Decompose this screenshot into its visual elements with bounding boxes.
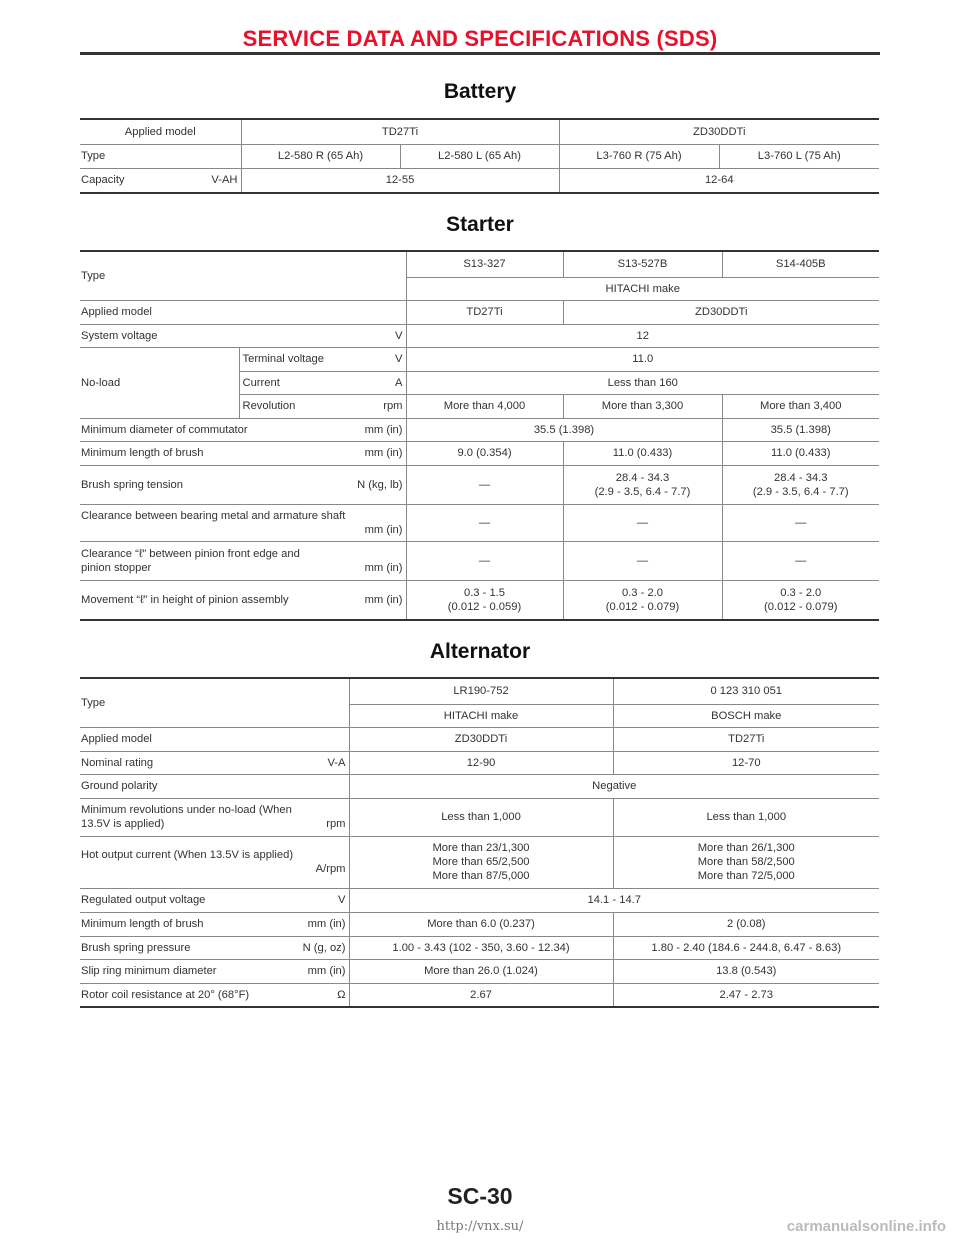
alternator-rotor-1: 2.67 — [349, 983, 613, 1007]
alternator-nominal-unit: V-A — [327, 756, 346, 769]
starter-section-title: Starter — [446, 213, 514, 236]
table-row — [80, 418, 879, 441]
alternator-slip-1: More than 26.0 (1.024) — [349, 959, 613, 983]
table-row — [80, 324, 879, 347]
starter-system-voltage-label: System voltage — [81, 329, 158, 342]
battery-capacity-label: Capacity — [81, 174, 125, 187]
starter-type-1: S13-327 — [406, 251, 563, 277]
table-row — [80, 912, 879, 936]
table-row — [80, 959, 879, 983]
alternator-hot-a1: More than 23/1,300 — [432, 842, 530, 854]
starter-movement-label: Movement “ℓ” in height of pinion assembly — [81, 593, 289, 606]
alternator-slip-2: 13.8 (0.543) — [613, 959, 879, 983]
starter-current-unit: A — [395, 376, 403, 389]
starter-current-label: Current — [242, 376, 280, 389]
table-row — [80, 504, 879, 541]
alternator-type-2: 0 123 310 051 — [613, 678, 879, 704]
starter-spring-2a: 28.4 - 34.3 — [615, 471, 670, 484]
starter-movement-3b: (0.012 - 0.079) — [764, 600, 838, 613]
table-row — [80, 727, 879, 751]
alternator-nominal-1: 12-90 — [349, 751, 613, 774]
starter-commutator-unit: mm (in) — [364, 423, 403, 436]
alternator-type-1: LR190-752 — [349, 678, 613, 704]
starter-make: HITACHI make — [406, 277, 879, 300]
starter-bearing-2: — — [563, 504, 722, 541]
table-row — [80, 465, 879, 504]
alternator-ground: Negative — [349, 774, 879, 798]
alternator-hot-label: Hot output current (When 13.5V is applied) — [81, 849, 294, 861]
starter-model-td27ti: TD27Ti — [406, 300, 563, 324]
battery-capacity-1: 12-55 — [241, 168, 559, 193]
alternator-section-title: Alternator — [429, 640, 531, 663]
alternator-regulated-label: Regulated output voltage — [81, 894, 206, 906]
starter-system-voltage: 12 — [406, 324, 879, 347]
table-row — [80, 580, 879, 620]
alternator-nominal-2: 12-70 — [613, 751, 879, 774]
starter-brush-length-3: 11.0 (0.433) — [722, 441, 879, 465]
table-row — [80, 798, 879, 836]
alternator-pressure-label: Brush spring pressure — [81, 941, 191, 954]
starter-movement-2a: 0.3 - 2.0 — [621, 586, 664, 599]
starter-commutator-label: Minimum diameter of commutator — [81, 423, 248, 436]
starter-brush-length-1: 9.0 (0.354) — [406, 441, 563, 465]
battery-type-2: L2-580 L (65 Ah) — [400, 144, 559, 168]
alternator-model-1: ZD30DDTi — [349, 727, 613, 751]
starter-bearing-1: — — [406, 504, 563, 541]
battery-capacity-unit: V-AH — [211, 174, 238, 187]
alternator-minrev-unit: rpm — [326, 818, 346, 830]
alternator-regulated-unit: V — [338, 894, 346, 906]
battery-type-4: L3-760 L (75 Ah) — [719, 144, 879, 168]
starter-revolution-2: More than 3,300 — [563, 394, 722, 418]
watermark: carmanualsonline.info — [786, 1218, 946, 1235]
alternator-slip-label: Slip ring minimum diameter — [81, 965, 217, 977]
starter-clearance-2: — — [563, 541, 722, 580]
starter-clearance-unit: mm (in) — [364, 561, 403, 574]
alternator-table — [80, 677, 879, 1008]
starter-clearance-label-1: Clearance “ℓ” between pinion front edge and — [81, 547, 300, 560]
alternator-pressure-unit: N (g, oz) — [302, 941, 346, 954]
battery-type-3: L3-760 R (75 Ah) — [559, 144, 719, 168]
starter-revolution-3: More than 3,400 — [722, 394, 879, 418]
starter-spring-unit: N (kg, lb) — [357, 478, 403, 491]
starter-system-voltage-unit: V — [395, 329, 403, 342]
alternator-brush-1: More than 6.0 (0.237) — [349, 912, 613, 936]
starter-commutator-1: 35.5 (1.398) — [406, 418, 722, 441]
battery-model-zd30ddti: ZD30DDTi — [559, 119, 879, 144]
alternator-hot-a2: More than 65/2,500 — [432, 856, 530, 868]
footer-url-link[interactable]: http://vnx.su/ — [436, 1219, 524, 1234]
table-row — [80, 774, 879, 798]
starter-spring-3a: 28.4 - 34.3 — [774, 471, 828, 484]
starter-spring-label: Brush spring tension — [81, 478, 183, 491]
table-row — [80, 144, 879, 168]
table-row — [80, 836, 879, 888]
alternator-brush-2: 2 (0.08) — [613, 912, 879, 936]
battery-applied-model-label: Applied model — [124, 125, 196, 138]
alternator-hot-b1: More than 26/1,300 — [697, 842, 795, 854]
alternator-slip-unit: mm (in) — [307, 965, 346, 977]
table-row — [80, 936, 879, 959]
battery-model-td27ti: TD27Ti — [241, 119, 559, 144]
starter-terminal-voltage-label: Terminal voltage — [242, 353, 324, 365]
starter-revolution-label: Revolution — [242, 400, 296, 412]
table-row — [80, 168, 879, 193]
alternator-hot-a3: More than 87/5,000 — [432, 870, 530, 882]
starter-movement-3a: 0.3 - 2.0 — [780, 586, 822, 599]
starter-bearing-3: — — [722, 504, 879, 541]
alternator-make-1: HITACHI make — [349, 704, 613, 727]
starter-brush-length-2: 11.0 (0.433) — [563, 441, 722, 465]
page-header-title: SERVICE DATA AND SPECIFICATIONS (SDS) — [242, 26, 718, 51]
starter-clearance-1: — — [406, 541, 563, 580]
alternator-model-2: TD27Ti — [613, 727, 879, 751]
starter-type-label: Type — [81, 269, 106, 282]
table-row — [80, 751, 879, 774]
alternator-nominal-label: Nominal rating — [81, 756, 154, 769]
starter-brush-length-unit: mm (in) — [364, 447, 403, 459]
starter-bearing-label: Clearance between bearing metal and armature shaft — [81, 509, 346, 522]
starter-clearance-3: — — [722, 541, 879, 580]
alternator-minrev-label-2: 13.5V is applied) — [81, 818, 165, 830]
starter-movement-1b: (0.012 - 0.059) — [447, 600, 522, 613]
table-row — [80, 347, 879, 371]
table-row — [80, 678, 879, 704]
alternator-ground-label: Ground polarity — [80, 774, 349, 798]
alternator-type-label: Type — [81, 696, 106, 709]
starter-type-3: S14-405B — [722, 251, 879, 277]
starter-revolution-1: More than 4,000 — [406, 394, 563, 418]
alternator-minrev-label-1: Minimum revolutions under no-load (When — [81, 804, 292, 816]
alternator-brush-label: Minimum length of brush — [81, 918, 204, 930]
alternator-minrev-2: Less than 1,000 — [613, 798, 879, 836]
starter-spring-1: — — [406, 465, 563, 504]
starter-terminal-voltage: 11.0 — [406, 347, 879, 371]
alternator-make-2: BOSCH make — [613, 704, 879, 727]
starter-noload-label: No-load — [80, 347, 239, 418]
alternator-rotor-2: 2.47 - 2.73 — [613, 983, 879, 1007]
battery-section-title: Battery — [443, 80, 517, 103]
alternator-hot-b2: More than 58/2,500 — [697, 856, 795, 868]
starter-movement-1a: 0.3 - 1.5 — [463, 586, 506, 599]
starter-table — [80, 250, 879, 621]
table-row — [80, 983, 879, 1007]
starter-brush-length-label: Minimum length of brush — [81, 447, 204, 459]
alternator-regulated: 14.1 - 14.7 — [349, 888, 879, 912]
alternator-brush-unit: mm (in) — [307, 918, 346, 930]
alternator-hot-b3: More than 72/5,000 — [697, 870, 795, 882]
starter-clearance-label-2: pinion stopper — [81, 561, 152, 574]
starter-model-zd30ddti: ZD30DDTi — [563, 300, 879, 324]
header-rule — [80, 52, 880, 55]
alternator-rotor-label: Rotor coil resistance at 20° (68°F) — [81, 988, 250, 1001]
starter-commutator-2: 35.5 (1.398) — [722, 418, 879, 441]
table-row — [80, 541, 879, 580]
table-row — [80, 119, 879, 144]
alternator-applied-model-label: Applied model — [80, 727, 349, 751]
starter-movement-2b: (0.012 - 0.079) — [605, 600, 680, 613]
table-row — [80, 441, 879, 465]
table-row — [80, 300, 879, 324]
starter-revolution-unit: rpm — [383, 400, 403, 412]
starter-type-2: S13-527B — [563, 251, 722, 277]
alternator-minrev-1: Less than 1,000 — [349, 798, 613, 836]
table-row — [80, 251, 879, 277]
starter-current: Less than 160 — [406, 371, 879, 394]
starter-bearing-unit: mm (in) — [364, 523, 403, 536]
starter-spring-3b: (2.9 - 3.5, 6.4 - 7.7) — [752, 485, 849, 498]
alternator-pressure-2: 1.80 - 2.40 (184.6 - 244.8, 6.47 - 8.63) — [613, 936, 879, 959]
table-row — [80, 888, 879, 912]
battery-type-label: Type — [80, 144, 241, 168]
starter-applied-model-label: Applied model — [80, 300, 406, 324]
starter-spring-2b: (2.9 - 3.5, 6.4 - 7.7) — [594, 485, 691, 498]
alternator-rotor-unit: Ω — [337, 988, 346, 1001]
page-number: SC-30 — [447, 1183, 513, 1209]
alternator-pressure-1: 1.00 - 3.43 (102 - 350, 3.60 - 12.34) — [349, 936, 613, 959]
alternator-hot-unit: A/rpm — [315, 863, 346, 875]
battery-type-1: L2-580 R (65 Ah) — [241, 144, 400, 168]
battery-table — [80, 118, 879, 194]
starter-movement-unit: mm (in) — [364, 593, 403, 606]
battery-capacity-2: 12-64 — [559, 168, 879, 193]
starter-terminal-voltage-unit: V — [395, 353, 403, 365]
